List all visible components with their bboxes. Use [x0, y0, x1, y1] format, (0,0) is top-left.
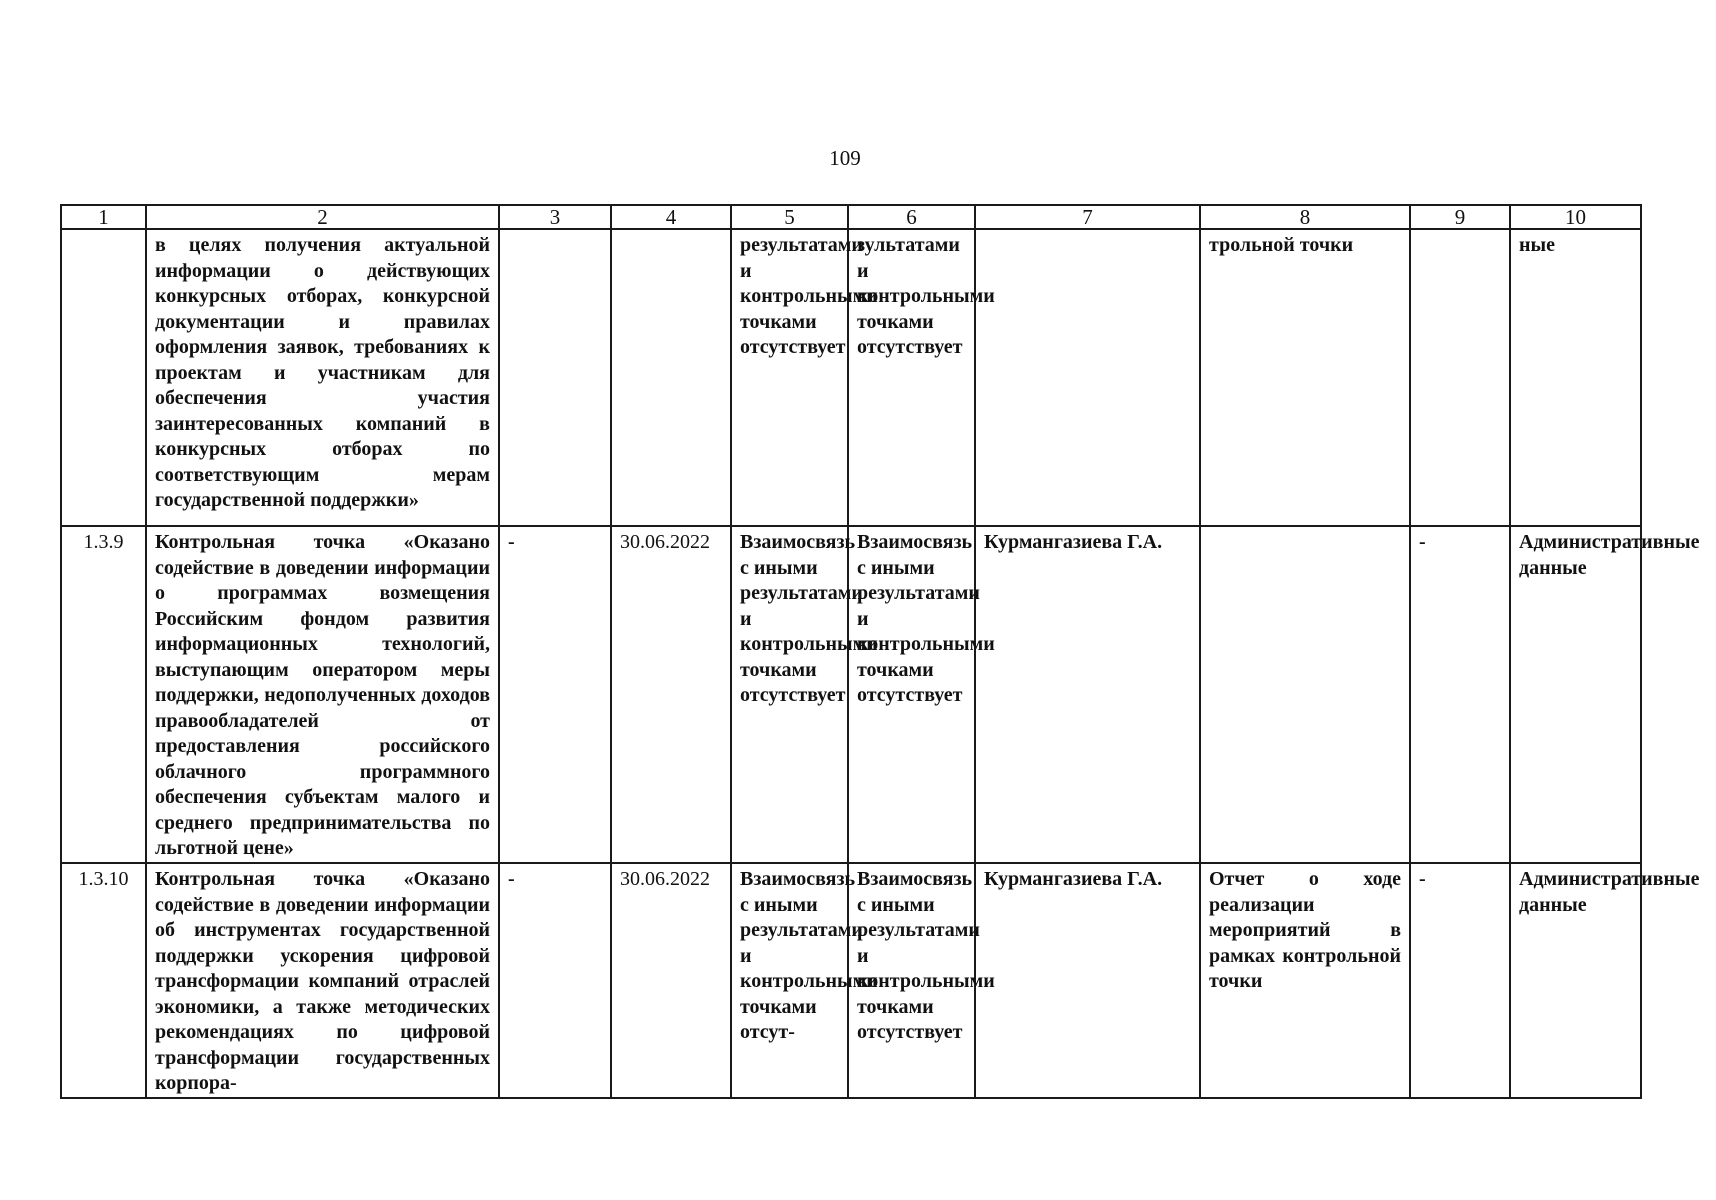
table-row [61, 863, 1641, 1098]
column-header: 8 [1200, 205, 1410, 229]
relation-cell: Взаимосвязь с иными результатами и контрольными точками отсутствует [848, 526, 975, 863]
relation-cell: результатами и контрольными точками отсутствует [731, 229, 848, 526]
table-header-row [61, 205, 1641, 229]
source-cell: Административные данные [1510, 526, 1641, 863]
source-cell: ные [1510, 229, 1641, 526]
column-header: 9 [1410, 205, 1510, 229]
column-header: 5 [731, 205, 848, 229]
relation-cell: Взаимосвязь с иными результатами и контрольными точками отсутствует [731, 526, 848, 863]
column-header: 7 [975, 205, 1200, 229]
date-cell [611, 229, 731, 526]
column-header: 1 [61, 205, 146, 229]
column-header: 4 [611, 205, 731, 229]
column-header: 3 [499, 205, 611, 229]
date-cell: 30.06.2022 [611, 526, 731, 863]
col9-cell: - [1410, 526, 1510, 863]
col3-cell: - [499, 863, 611, 1098]
col3-cell: - [499, 526, 611, 863]
date-cell: 30.06.2022 [611, 863, 731, 1098]
column-header: 2 [146, 205, 499, 229]
responsible-cell [975, 229, 1200, 526]
description-cell: Контрольная точка «Оказано содействие в доведении информации об инструментах государственной поддержки ускорения цифровой трансформации компаний отраслей экономики, а также методических рекомендациях по цифровой трансформации государственных корпора- [146, 863, 499, 1098]
source-cell: Административные данные [1510, 863, 1641, 1098]
responsible-cell: Курмангазиева Г.А. [975, 526, 1200, 863]
row-number-cell: 1.3.10 [61, 863, 146, 1098]
col9-cell [1410, 229, 1510, 526]
description-cell: в целях получения актуальной информации о действующих конкурсных отборах, конкурсной документации и правилах оформления заявок, требованиях к проектам и участникам для обеспечения участия заинтересованных компаний в конкурсных отборах по соответствующим мерам государственной поддержки» [146, 229, 499, 526]
relation-cell: Взаимосвязь с иными результатами и контрольными точками отсут- [731, 863, 848, 1098]
row-number-cell: 1.3.9 [61, 526, 146, 863]
relation-cell: Взаимосвязь с иными результатами и контрольными точками отсутствует [848, 863, 975, 1098]
relation-cell: зультатами и контрольными точками отсутствует [848, 229, 975, 526]
table-row [61, 526, 1641, 863]
report-cell [1200, 526, 1410, 863]
responsible-cell: Курмангазиева Г.А. [975, 863, 1200, 1098]
col3-cell [499, 229, 611, 526]
column-header: 6 [848, 205, 975, 229]
table-header [61, 205, 1641, 229]
column-header: 10 [1510, 205, 1641, 229]
page-number: 109 [829, 146, 861, 170]
plan-table [60, 204, 1700, 1099]
table-row [61, 229, 1641, 526]
row-number-cell [61, 229, 146, 526]
report-cell: трольной точки [1200, 229, 1410, 526]
description-cell: Контрольная точка «Оказано содействие в доведении информации о программах возмещения Российским фондом развития информационных технологий, выступающим оператором меры поддержки, недополученных доходов правообладателей от предоставления российского облачного программного обеспечения субъектам малого и среднего предпринимательства по льготной цене» [146, 526, 499, 863]
report-cell: Отчет о ходе реализации мероприятий в рамках контрольной точки [1200, 863, 1410, 1098]
col9-cell: - [1410, 863, 1510, 1098]
